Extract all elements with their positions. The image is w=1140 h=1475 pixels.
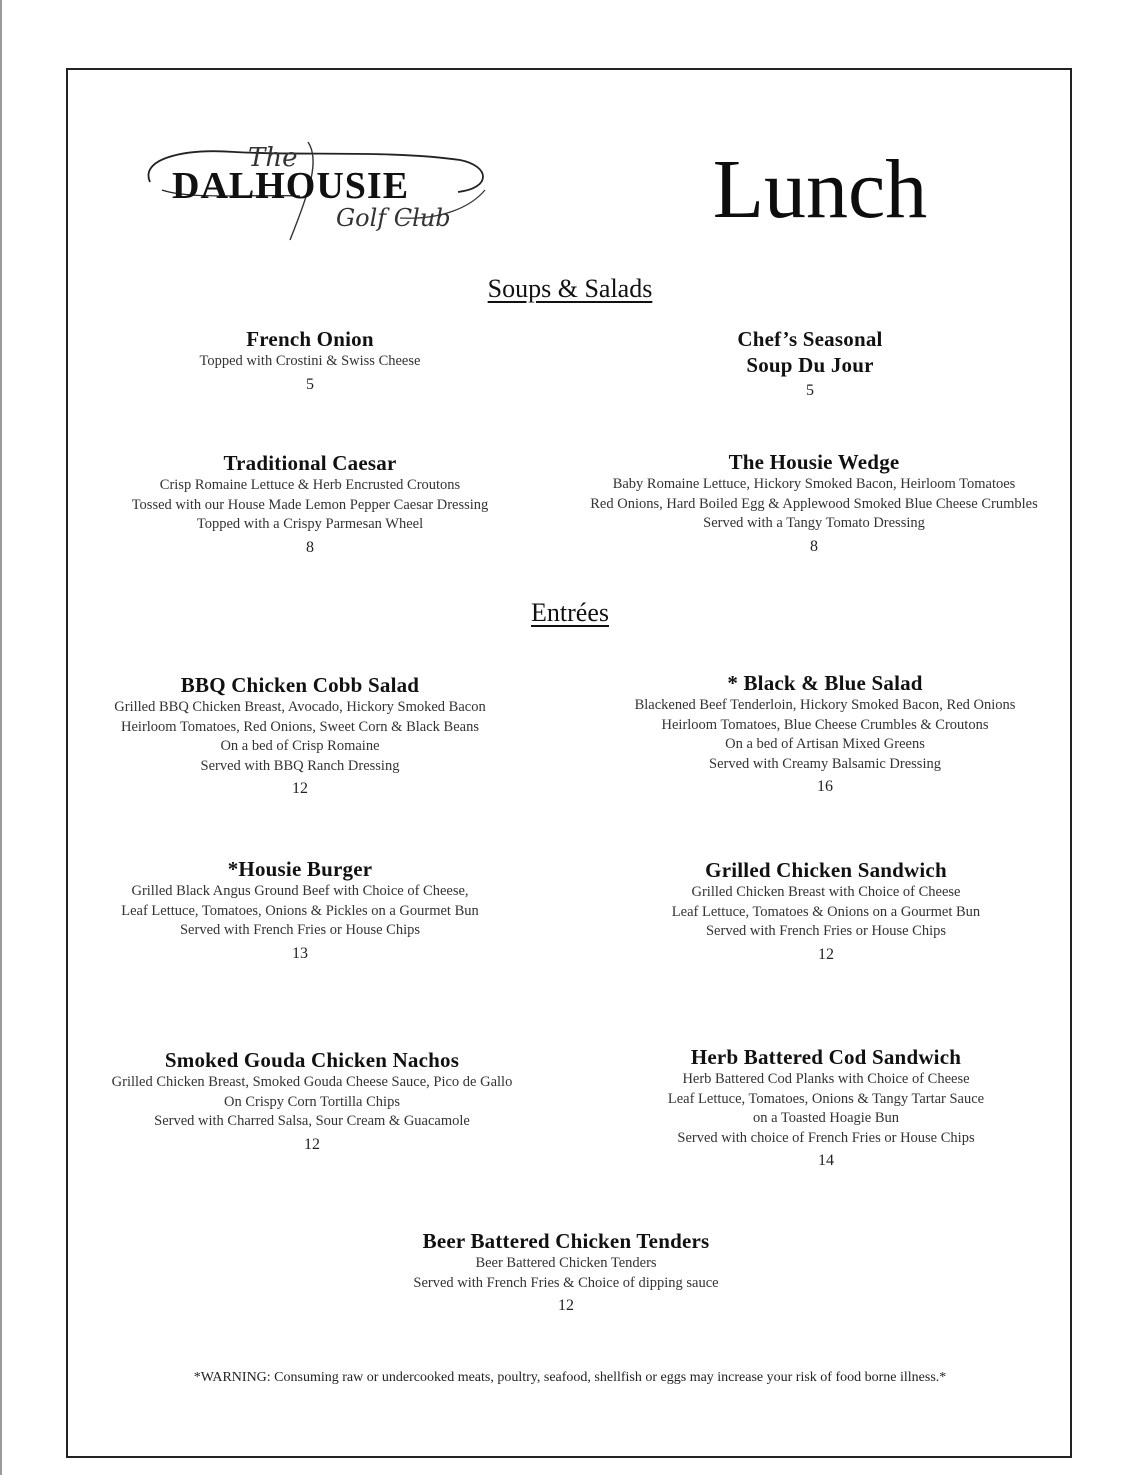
item-desc: Crisp Romaine Lettuce & Herb Encrusted Croutons [159, 477, 461, 493]
section-soups-salads: Soups & Salads [487, 274, 653, 303]
item-desc: Leaf Lettuce, Tomatoes & Onions on a Gourmet Bun [671, 903, 981, 920]
page-edge [0, 0, 2, 1475]
menu-item [75, 672, 525, 800]
item-desc: Topped with a Crispy Parmesan Wheel [196, 516, 424, 532]
item-desc: Heirloom Tomatoes, Blue Cheese Crumbles & Croutons [661, 716, 989, 733]
item-name: The Housie Wedge [728, 450, 900, 474]
item-price: 5 [806, 382, 814, 399]
item-price: 12 [558, 1297, 574, 1314]
item-desc: Beer Battered Chicken Tenders [475, 1255, 657, 1271]
item-name: Beer Battered Chicken Tenders [422, 1229, 710, 1253]
item-desc: Leaf Lettuce, Tomatoes, Onions & Tangy Tartar Sauce [667, 1090, 985, 1107]
item-desc: Leaf Lettuce, Tomatoes, Onions & Pickles on a Gourmet Bun [121, 902, 479, 919]
item-price: 12 [292, 780, 308, 797]
item-price: 12 [304, 1135, 320, 1153]
item-name: Chef’s Seasonal [737, 327, 883, 351]
item-desc: Heirloom Tomatoes, Red Onions, Sweet Corn & Black Beans [121, 718, 479, 735]
item-price: 8 [810, 537, 818, 555]
item-name: Herb Battered Cod Sandwich [690, 1045, 962, 1069]
item-desc: Red Onions, Hard Boiled Egg & Applewood Smoked Blue Cheese Crumbles [590, 495, 1038, 512]
menu-item [100, 450, 520, 559]
item-name: Traditional Caesar [223, 451, 397, 475]
menu-item [340, 1228, 792, 1317]
item-price: 16 [817, 778, 833, 795]
menu-item [552, 449, 1076, 558]
item-desc: Herb Battered Cod Planks with Choice of Cheese [682, 1071, 970, 1087]
section-entrees: Entrées [531, 598, 609, 627]
item-name: Grilled Chicken Sandwich [705, 858, 947, 882]
food-safety-warning: *WARNING: Consuming raw or undercooked meats, poultry, seafood, shellfish or eggs may increase your risk of food borne illness.* [193, 1370, 947, 1385]
menu-title: Lunch [712, 143, 928, 236]
menu-item [600, 1044, 1052, 1172]
item-desc: Served with French Fries or House Chips [179, 922, 421, 938]
item-desc: Served with French Fries & Choice of dipping sauce [413, 1274, 719, 1291]
item-desc: On a bed of Artisan Mixed Greens [725, 736, 925, 752]
item-price: 13 [292, 944, 308, 962]
item-name: French Onion [246, 327, 374, 351]
item-name: *Housie Burger [227, 857, 373, 881]
item-price: 8 [306, 538, 314, 556]
item-price: 5 [306, 375, 314, 393]
item-desc: on a Toasted Hoagie Bun [752, 1110, 900, 1126]
item-desc: Grilled Chicken Breast, Smoked Gouda Cheese Sauce, Pico de Gallo [111, 1074, 513, 1090]
item-name: * Black & Blue Salad [727, 671, 923, 695]
item-price: 12 [818, 945, 834, 963]
logo-the: The [248, 143, 298, 173]
item-desc: Grilled Chicken Breast with Choice of Cheese [691, 884, 961, 900]
item-desc: Blackened Beef Tenderloin, Hickory Smoked Bacon, Red Onions [634, 697, 1016, 713]
logo-main: DALHOUSIE [172, 165, 410, 207]
menu-item [600, 857, 1052, 966]
item-desc: On a bed of Crisp Romaine [220, 738, 380, 754]
item-desc: On Crispy Corn Tortilla Chips [224, 1093, 400, 1110]
item-desc: Topped with Crostini & Swiss Cheese [199, 353, 421, 369]
item-name: BBQ Chicken Cobb Salad [180, 673, 420, 697]
club-logo [140, 130, 495, 255]
item-desc: Baby Romaine Lettuce, Hickory Smoked Bacon, Heirloom Tomatoes [612, 476, 1016, 492]
item-desc: Served with French Fries or House Chips [705, 923, 947, 939]
menu-item [130, 326, 490, 396]
item-desc: Served with Creamy Balsamic Dressing [709, 755, 941, 772]
item-price: 14 [818, 1152, 834, 1169]
menu-item [630, 326, 990, 402]
item-desc: Tossed with our House Made Lemon Pepper Caesar Dressing [131, 496, 489, 513]
item-desc: Served with BBQ Ranch Dressing [200, 757, 400, 774]
item-desc: Served with choice of French Fries or House Chips [677, 1129, 975, 1146]
menu-item [600, 670, 1050, 798]
logo-sub: Golf Club [336, 204, 451, 232]
item-desc: Served with Charred Salsa, Sour Cream & Guacamole [154, 1113, 470, 1129]
item-desc: Grilled Black Angus Ground Beef with Choice of Cheese, [131, 883, 469, 899]
item-desc: Grilled BBQ Chicken Breast, Avocado, Hickory Smoked Bacon [114, 699, 486, 715]
item-name-line2: Soup Du Jour [746, 353, 874, 377]
menu-item [72, 1047, 552, 1156]
item-desc: Served with a Tangy Tomato Dressing [703, 515, 925, 531]
menu-item [75, 856, 525, 965]
item-name: Smoked Gouda Chicken Nachos [164, 1048, 460, 1072]
